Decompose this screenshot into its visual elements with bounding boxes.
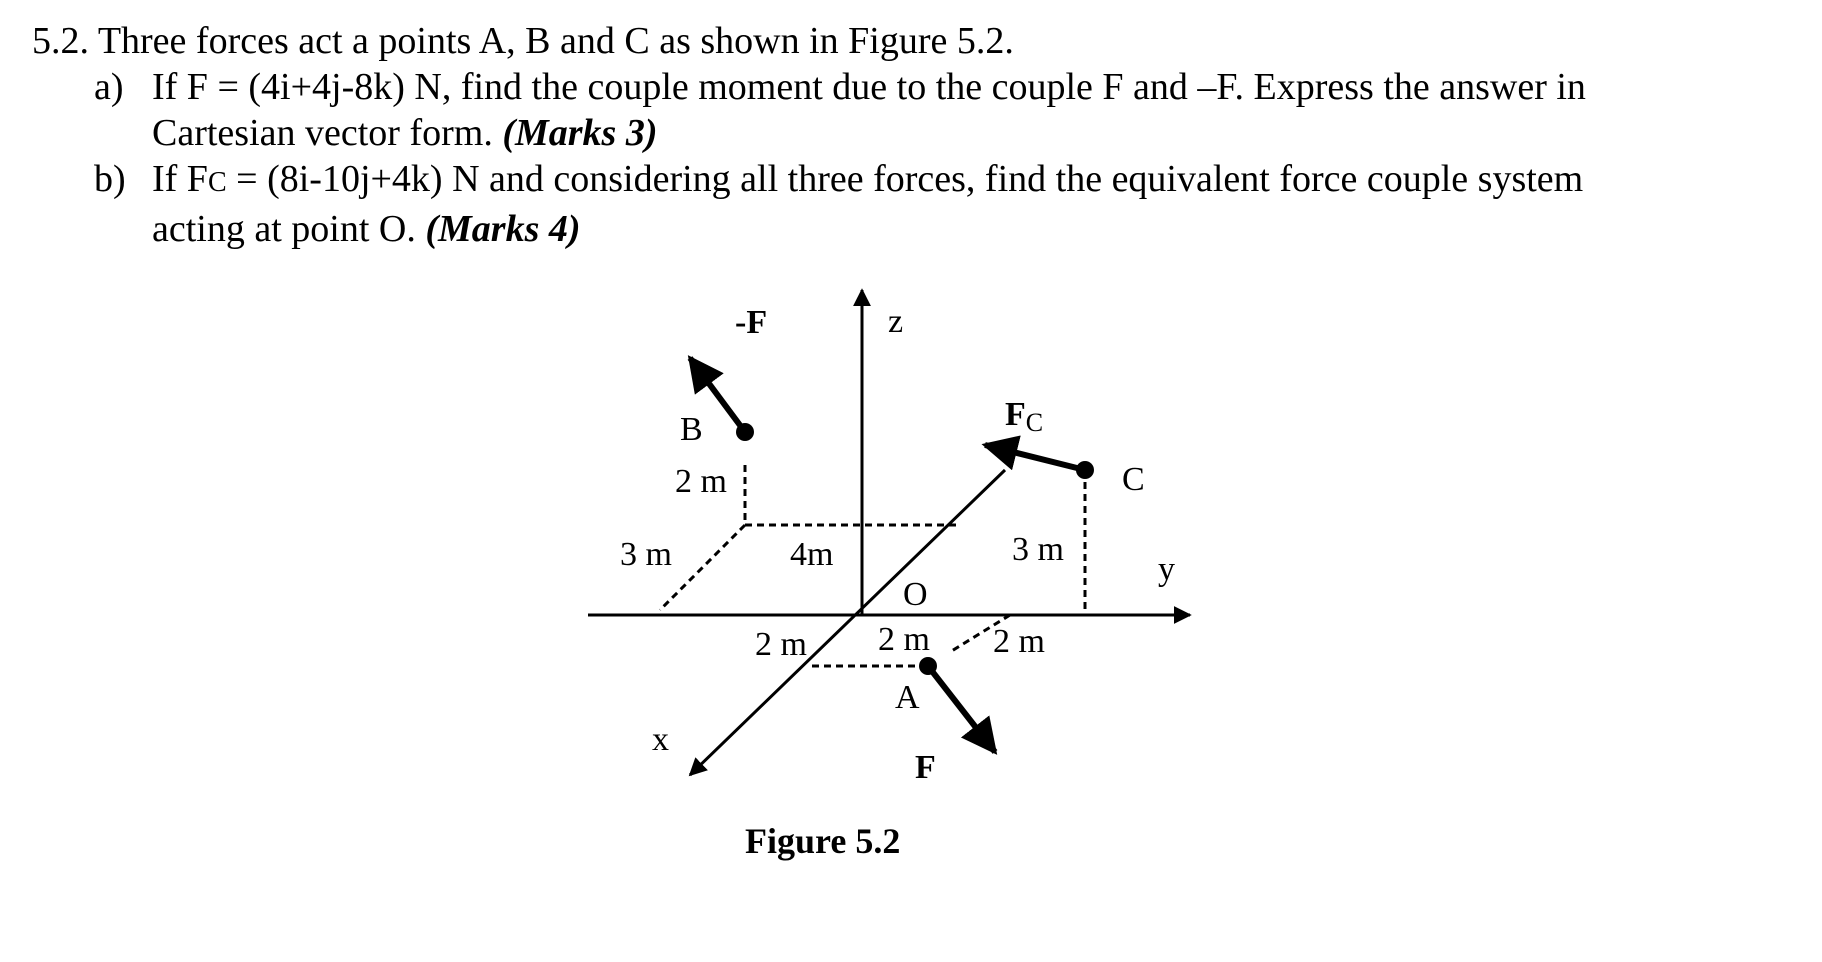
part-a-text: If F = (4i+4j-8k) N, find the couple moment due to the couple F and –F. Express the answer in bbox=[152, 66, 1586, 108]
part-b-text-post: = (8i-10j+4k) N and considering all three forces, find the equivalent force couple system bbox=[226, 158, 1584, 200]
force-fc-label bbox=[1005, 396, 1043, 437]
y-axis-label: y bbox=[1158, 551, 1175, 588]
dashed-x-offset bbox=[660, 525, 745, 610]
problem-heading: 5.2. Three forces act a points A, B and C as shown in Figure 5.2. bbox=[32, 20, 1014, 62]
point-a-dot bbox=[919, 657, 937, 675]
part-a-marks: (Marks 3) bbox=[502, 112, 658, 154]
dim-x-offset: 3 m bbox=[620, 536, 672, 573]
x-axis-label: x bbox=[652, 721, 669, 758]
part-a-label: a) bbox=[94, 66, 124, 108]
part-b-text-2: acting at point O. bbox=[152, 208, 426, 250]
force-fc-main: F bbox=[1005, 396, 1026, 433]
part-b-text-pre: If F bbox=[152, 158, 208, 200]
force-fc-sub: C bbox=[1025, 408, 1044, 437]
point-b-label: B bbox=[680, 411, 703, 448]
point-c-label: C bbox=[1122, 461, 1145, 498]
force-f-arrow bbox=[928, 666, 995, 752]
point-c-dot bbox=[1076, 461, 1094, 479]
part-b-marks: (Marks 4) bbox=[425, 208, 581, 250]
x-axis bbox=[690, 470, 1005, 775]
point-b-dot bbox=[736, 423, 754, 441]
dim-c-x: 2 m bbox=[993, 623, 1045, 660]
part-b-fc-subscript: C bbox=[207, 167, 227, 198]
dim-c-height: 3 m bbox=[1012, 531, 1064, 568]
dim-b-height: 2 m bbox=[675, 463, 727, 500]
origin-label: O bbox=[903, 576, 928, 613]
part-b-label: b) bbox=[94, 158, 126, 200]
dim-x2: 2 m bbox=[755, 626, 807, 663]
force-fc-arrow bbox=[985, 445, 1085, 470]
point-a-label: A bbox=[895, 679, 920, 716]
force-f-label: F bbox=[915, 749, 936, 786]
part-a-text-2: Cartesian vector form. bbox=[152, 112, 503, 154]
figure-caption: Figure 5.2 bbox=[745, 821, 901, 861]
z-axis-label: z bbox=[888, 303, 904, 340]
force-minus-f-label: -F bbox=[735, 304, 768, 341]
dim-a-y: 2 m bbox=[878, 621, 930, 658]
dim-y-offset: 4m bbox=[790, 536, 834, 573]
